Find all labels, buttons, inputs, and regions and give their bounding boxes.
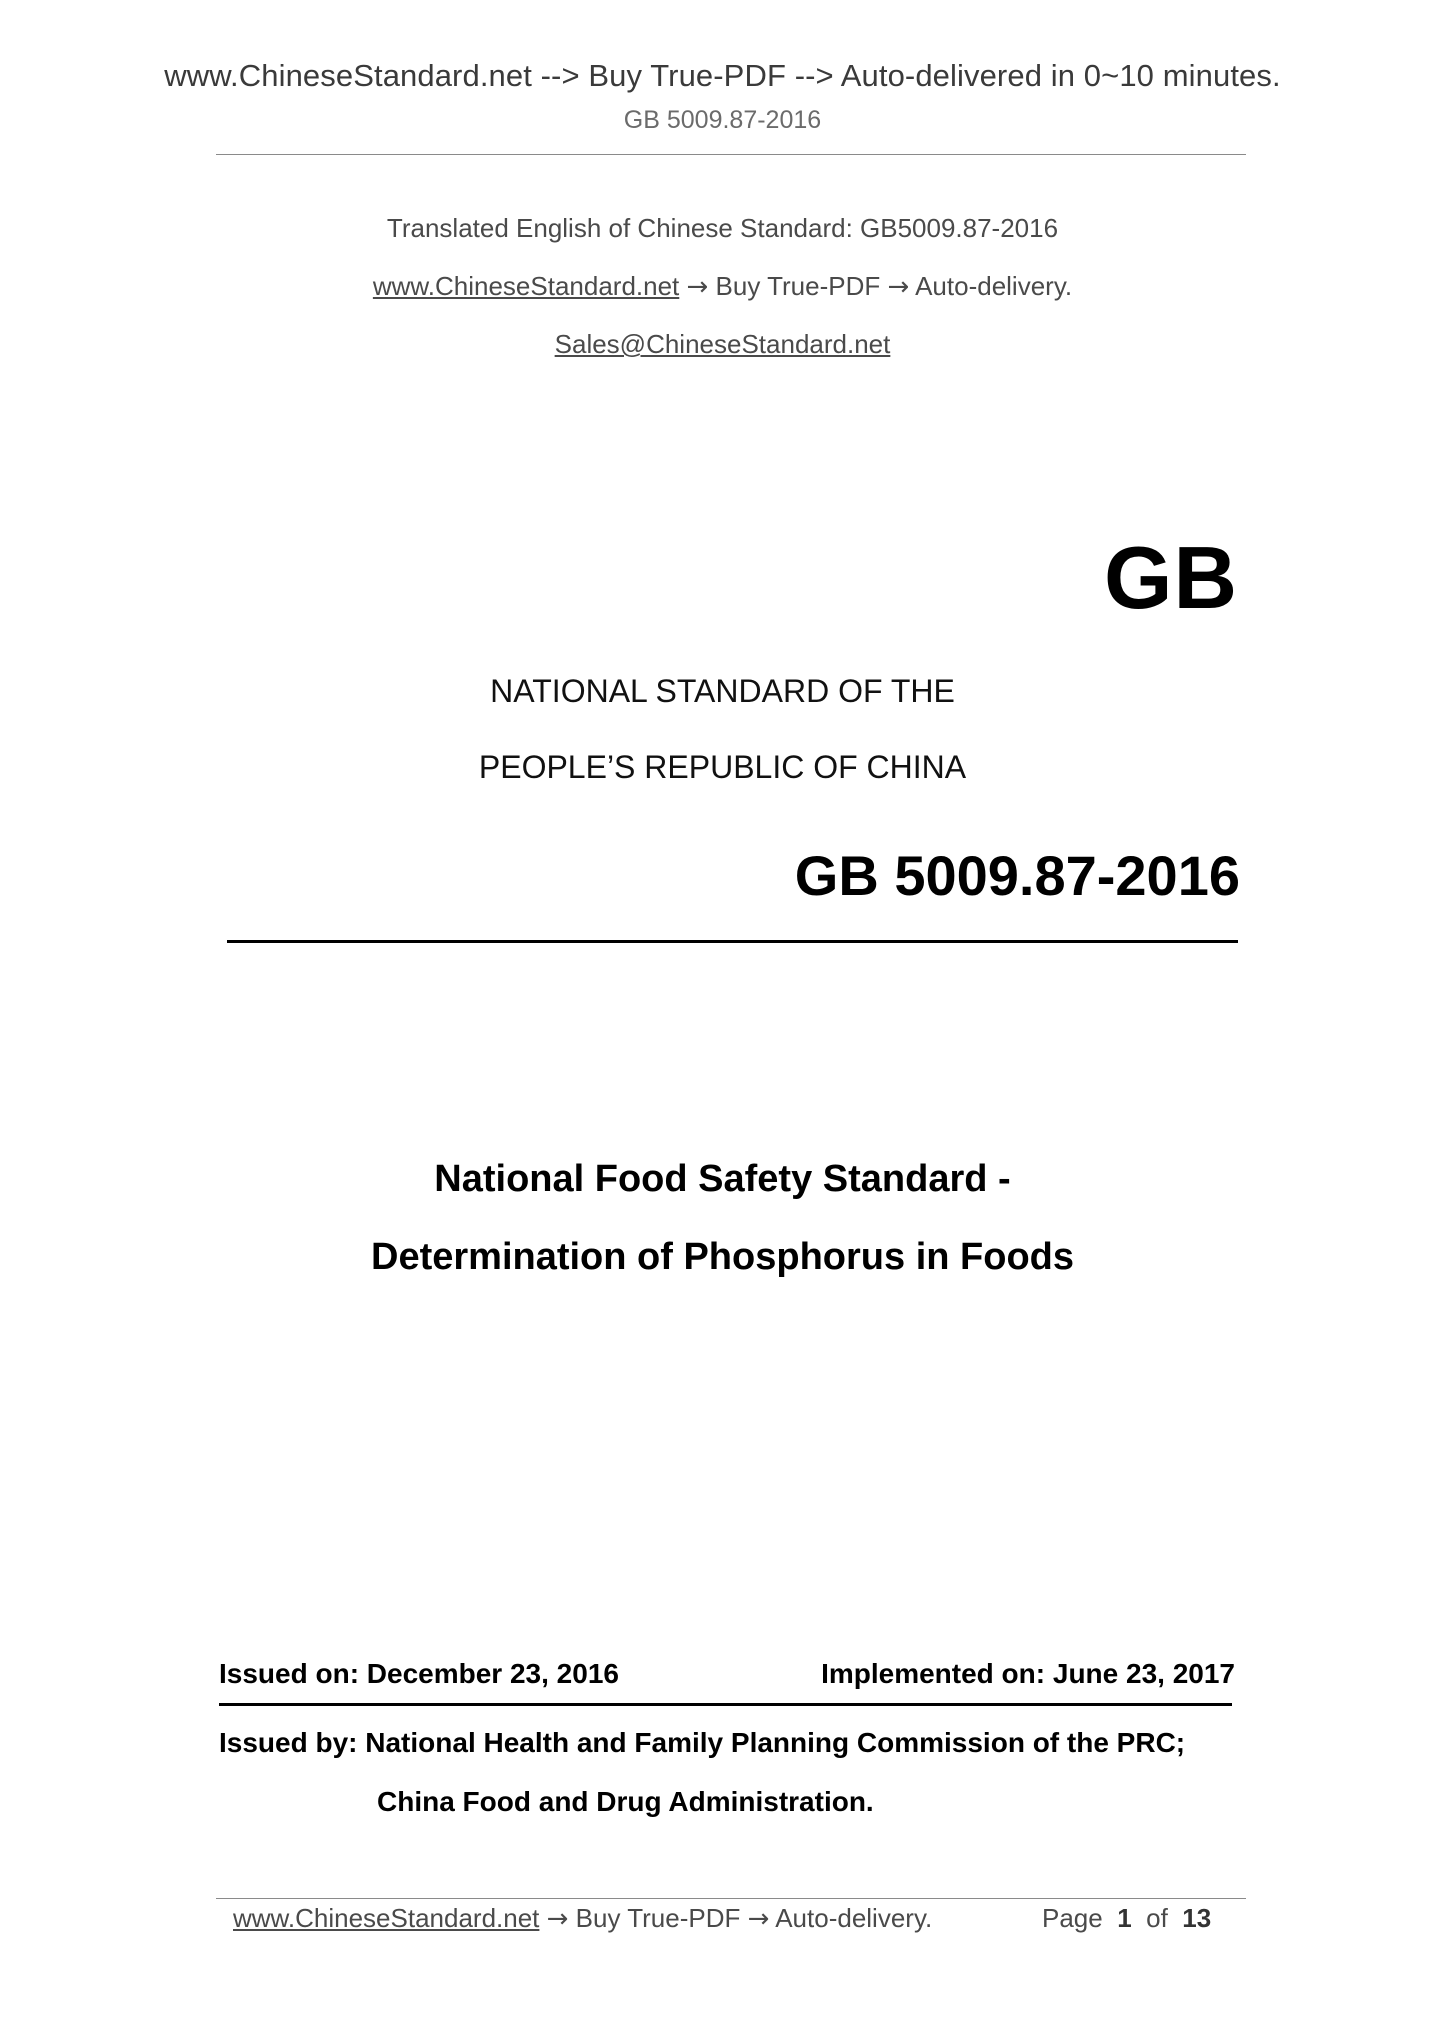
footer-buy-text: Buy True-PDF — [575, 1903, 741, 1933]
page-total: 13 — [1182, 1903, 1212, 1933]
translated-notice: Translated English of Chinese Standard: GB5009.87-2016 — [386, 213, 1059, 243]
issue-divider — [219, 1703, 1232, 1706]
standard-number-divider — [227, 940, 1238, 943]
implemented-on-date: Implemented on: June 23, 2017 — [821, 1658, 1235, 1689]
page-label: Page — [1042, 1903, 1103, 1933]
footer-divider — [216, 1898, 1246, 1899]
document-title-line1: National Food Safety Standard - — [434, 1158, 1011, 1200]
national-standard-line1: NATIONAL STANDARD OF THE — [490, 673, 955, 709]
auto-delivery-text: Auto-delivery. — [915, 271, 1073, 301]
arrow-right-icon: → — [686, 272, 709, 302]
site-link[interactable]: www.ChineseStandard.net — [372, 271, 680, 301]
issued-by-line2: China Food and Drug Administration. — [377, 1786, 874, 1817]
arrow-right-icon: → — [747, 1904, 770, 1934]
arrow-right-icon: → — [887, 272, 910, 302]
standard-number: GB 5009.87-2016 — [794, 844, 1240, 907]
promo-line — [0, 271, 1445, 302]
document-title-line2: Determination of Phosphorus in Foods — [371, 1236, 1074, 1278]
page-indicator — [1042, 1903, 1211, 1934]
national-standard-line2: PEOPLE’S REPUBLIC OF CHINA — [478, 749, 967, 785]
page-of: of — [1146, 1903, 1168, 1933]
page-current: 1 — [1117, 1903, 1132, 1933]
sales-email-link[interactable]: Sales@ChineseStandard.net — [554, 329, 891, 359]
header-standard-code: GB 5009.87-2016 — [623, 106, 822, 134]
issued-by-line1: Issued by: National Health and Family Planning Commission of the PRC; — [219, 1727, 1186, 1758]
footer-site-link[interactable]: www.ChineseStandard.net — [233, 1903, 540, 1933]
header-banner: www.ChineseStandard.net --> Buy True-PDF --> Auto-delivered in 0~10 minutes. — [164, 58, 1281, 93]
gb-mark: GB — [1104, 528, 1238, 627]
issued-on-date: Issued on: December 23, 2016 — [219, 1658, 619, 1689]
footer-promo — [233, 1903, 932, 1934]
buy-pdf-text: Buy True-PDF — [715, 271, 881, 301]
arrow-right-icon: → — [546, 1904, 569, 1934]
footer-auto-text: Auto-delivery. — [775, 1903, 933, 1933]
email-line — [0, 329, 1445, 360]
header-divider — [216, 154, 1246, 155]
